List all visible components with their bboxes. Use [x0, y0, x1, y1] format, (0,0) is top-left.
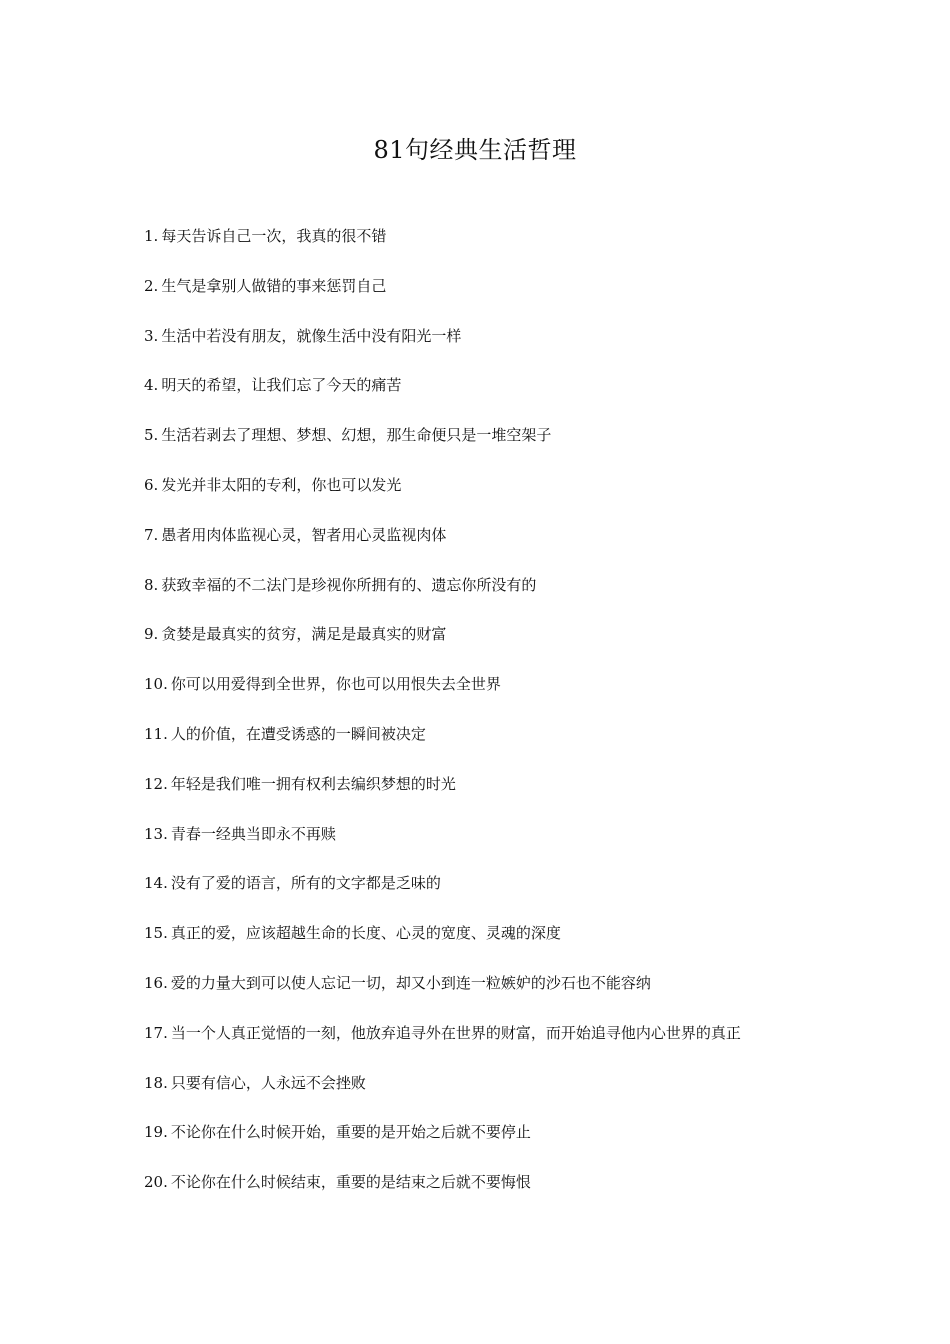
item-text: 明天的希望，让我们忘了今天的痛苦 [161, 376, 402, 395]
item-number: 5. [144, 426, 159, 445]
list-item [144, 920, 844, 970]
list-item [144, 621, 844, 671]
item-number: 16. [144, 973, 168, 992]
item-number: 18. [144, 1073, 168, 1092]
item-number: 15. [144, 924, 168, 943]
item-text: 真正的爱，应该超越生命的长度、心灵的宽度、灵魂的深度 [170, 924, 561, 943]
item-number: 13. [144, 824, 168, 843]
item-text: 生活若剥去了理想、梦想、幻想，那生命便只是一堆空架子 [161, 426, 552, 445]
list-item [144, 223, 844, 273]
item-text: 发光并非太阳的专利，你也可以发光 [161, 475, 402, 494]
item-number: 7. [144, 525, 159, 544]
page-title: 81句经典生活哲理 [373, 136, 577, 164]
item-text: 只要有信心，人永远不会挫败 [170, 1073, 366, 1092]
item-text: 不论你在什么时候开始，重要的是开始之后就不要停止 [170, 1123, 531, 1142]
item-text: 每天告诉自己一次，我真的很不错 [161, 227, 387, 245]
list-item [144, 372, 844, 422]
item-number: 9. [144, 625, 159, 644]
item-text: 青春一经典当即永不再赎 [170, 824, 336, 843]
list-item [144, 970, 844, 1020]
item-text: 愚者用肉体监视心灵，智者用心灵监视肉体 [161, 525, 447, 544]
item-number: 11. [144, 724, 168, 743]
list-item [144, 422, 844, 472]
item-text: 当一个人真正觉悟的一刻，他放弃追寻外在世界的财富，而开始追寻他内心世界的真正 [170, 1023, 741, 1042]
list-item [144, 870, 844, 920]
item-text: 没有了爱的语言，所有的文字都是乏味的 [170, 874, 441, 893]
list-item [144, 771, 844, 821]
quote-list [144, 223, 844, 1219]
item-number: 3. [144, 326, 159, 345]
list-item [144, 1169, 844, 1219]
item-number: 8. [144, 575, 159, 594]
item-number: 17. [144, 1023, 168, 1042]
item-text: 年轻是我们唯一拥有权利去编织梦想的时光 [170, 774, 456, 793]
list-item [144, 273, 844, 323]
item-text: 你可以用爱得到全世界，你也可以用恨失去全世界 [170, 675, 501, 694]
list-item [144, 323, 844, 373]
item-number: 1. [144, 227, 159, 245]
item-number: 14. [144, 874, 168, 893]
list-item [144, 671, 844, 721]
item-text: 不论你在什么时候结束，重要的是结束之后就不要悔恨 [170, 1173, 531, 1192]
item-text: 生气是拿别人做错的事来惩罚自己 [161, 276, 387, 295]
list-item [144, 522, 844, 572]
item-number: 6. [144, 475, 159, 494]
item-text: 人的价值，在遭受诱惑的一瞬间被决定 [170, 724, 426, 743]
item-text: 生活中若没有朋友，就像生活中没有阳光一样 [161, 326, 462, 345]
item-text: 获致幸福的不二法门是珍视你所拥有的、遗忘你所没有的 [161, 575, 537, 594]
item-number: 12. [144, 774, 168, 793]
list-item [144, 721, 844, 771]
item-number: 20. [144, 1173, 168, 1192]
list-item [144, 572, 844, 622]
item-number: 2. [144, 276, 159, 295]
item-number: 10. [144, 675, 168, 694]
item-number: 4. [144, 376, 159, 395]
list-item [144, 821, 844, 871]
list-item [144, 1020, 844, 1070]
list-item [144, 1119, 844, 1169]
list-item [144, 472, 844, 522]
list-item [144, 1070, 844, 1120]
item-text: 贪婪是最真实的贫穷，满足是最真实的财富 [161, 625, 447, 644]
item-number: 19. [144, 1123, 168, 1142]
item-text: 爱的力量大到可以使人忘记一切，却又小到连一粒嫉妒的沙石也不能容纳 [170, 973, 651, 992]
